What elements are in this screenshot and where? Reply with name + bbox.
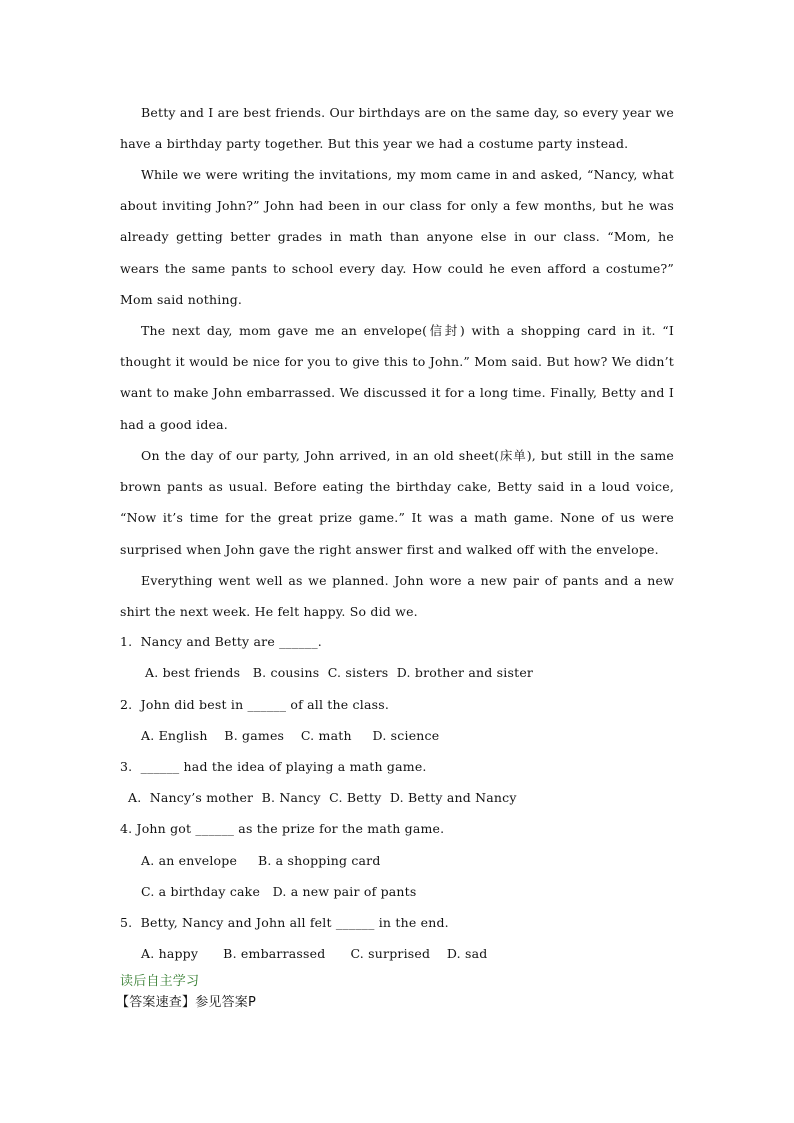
passage-paragraph-4-text: On the day of our party, John arrived, in an old sheet(床单), but still in the same brown pants as usual. Before eating the birthday cake, Betty said in a loud voice, “Now it’s time for the great prize game.” It was a math game. None of us were surprised when John gave the right answer first and walked off with the envelope. [120, 448, 674, 557]
question-4-options-a: A. an envelope B. a shopping card [141, 853, 381, 868]
passage-paragraph-1 [120, 97, 674, 159]
question-4: 4. John got ______ as the prize for the math game. [120, 821, 445, 836]
question-1: 1. Nancy and Betty are ______. [120, 634, 322, 649]
passage-paragraph-4 [120, 440, 674, 565]
question-3: 3. ______ had the idea of playing a math game. [120, 759, 427, 774]
question-1-options: A. best friends B. cousins C. sisters D. brother and sister [145, 665, 534, 680]
passage-paragraph-3 [120, 315, 674, 440]
passage-paragraph-2 [120, 159, 674, 315]
passage-paragraph-1-text: Betty and I are best friends. Our birthdays are on the same day, so every year we have a birthday party together. But this year we had a costume party instead. [120, 105, 674, 152]
question-5: 5. Betty, Nancy and John all felt ______ in the end. [120, 915, 449, 930]
question-5-options: A. happy B. embarrassed C. surprised D. sad [141, 946, 488, 961]
question-4-options-b: C. a birthday cake D. a new pair of pants [141, 884, 417, 899]
passage-paragraph-5-text: Everything went well as we planned. John wore a new pair of pants and a new shirt the next week. He felt happy. So did we. [120, 573, 674, 620]
question-2-options: A. English B. games C. math D. science [141, 728, 440, 743]
passage-paragraph-3-text: The next day, mom gave me an envelope(信封) with a shopping card in it. “I thought it would be nice for you to give this to John.” Mom said. But how? We didn’t want to make John embarrassed. We discussed it for a long time. Finally, Betty and I had a good idea. [120, 323, 674, 432]
section-title: 读后自主学习 [120, 974, 200, 989]
passage-paragraph-2-text: While we were writing the invitations, my mom came in and asked, “Nancy, what about inviting John?” John had been in our class for only a few months, but he was already getting better grades in math than anyone else in our class. “Mom, he wears the same pants to school every day. How could he even afford a costume?” Mom said nothing. [120, 167, 674, 307]
answer-reference: 【答案速查】参见答案P [116, 995, 257, 1010]
question-2: 2. John did best in ______ of all the class. [120, 697, 390, 712]
question-3-options: A. Nancy’s mother B. Nancy C. Betty D. Betty and Nancy [128, 790, 517, 805]
passage-paragraph-5 [120, 565, 674, 627]
